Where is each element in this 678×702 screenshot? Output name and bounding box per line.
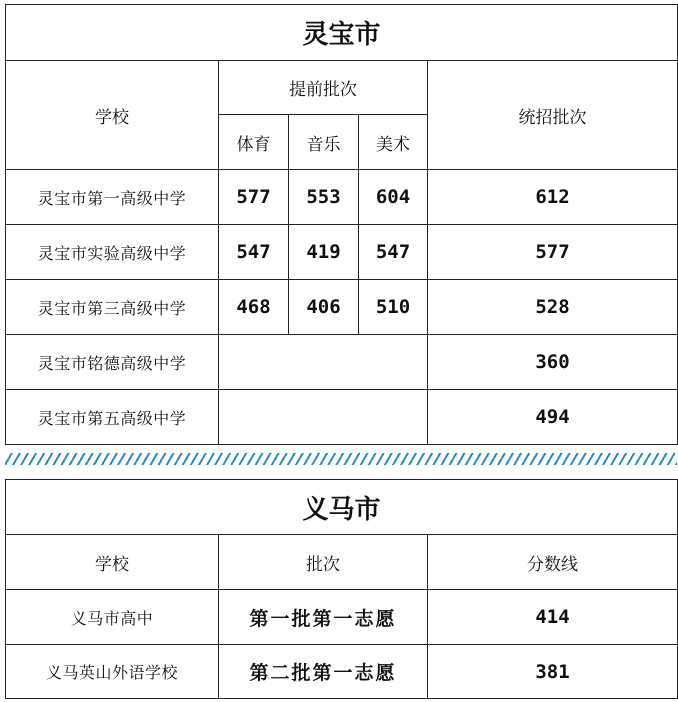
unified-score: 528 <box>428 280 678 335</box>
school-name: 义马英山外语学校 <box>6 645 219 699</box>
art-score: 510 <box>359 280 428 335</box>
table-row <box>6 225 678 280</box>
table-row <box>6 280 678 335</box>
header-school: 学校 <box>6 61 219 170</box>
yima-title: 义马市 <box>6 480 678 535</box>
unified-score: 494 <box>428 390 678 445</box>
table-row <box>6 590 678 645</box>
unified-score: 360 <box>428 335 678 390</box>
school-name: 灵宝市实验高级中学 <box>6 225 219 280</box>
lingbao-table <box>5 4 678 445</box>
music-score: 419 <box>289 225 359 280</box>
art-score: 547 <box>359 225 428 280</box>
lingbao-title: 灵宝市 <box>6 5 678 61</box>
pe-score: 547 <box>219 225 289 280</box>
school-name: 灵宝市第三高级中学 <box>6 280 219 335</box>
header-pe: 体育 <box>219 115 289 170</box>
header-batch: 批次 <box>219 535 428 590</box>
table-row <box>6 390 678 445</box>
score-line: 381 <box>428 645 678 699</box>
header-unified-batch: 统招批次 <box>428 61 678 170</box>
early-batch-empty <box>219 390 428 445</box>
header-school: 学校 <box>6 535 219 590</box>
school-name: 灵宝市第五高级中学 <box>6 390 219 445</box>
batch-value: 第一批第一志愿 <box>219 590 428 645</box>
school-name: 灵宝市第一高级中学 <box>6 170 219 225</box>
batch-value: 第二批第一志愿 <box>219 645 428 699</box>
school-name: 义马市高中 <box>6 590 219 645</box>
unified-score: 577 <box>428 225 678 280</box>
early-batch-empty <box>219 335 428 390</box>
yima-table <box>5 479 678 699</box>
header-early-batch: 提前批次 <box>219 61 428 115</box>
pe-score: 577 <box>219 170 289 225</box>
score-line: 414 <box>428 590 678 645</box>
header-art: 美术 <box>359 115 428 170</box>
table-row <box>6 645 678 699</box>
music-score: 406 <box>289 280 359 335</box>
header-score-line: 分数线 <box>428 535 678 590</box>
table-row <box>6 170 678 225</box>
unified-score: 612 <box>428 170 678 225</box>
school-name: 灵宝市铭德高级中学 <box>6 335 219 390</box>
header-music: 音乐 <box>289 115 359 170</box>
pe-score: 468 <box>219 280 289 335</box>
table-row <box>6 335 678 390</box>
music-score: 553 <box>289 170 359 225</box>
art-score: 604 <box>359 170 428 225</box>
hatched-separator <box>5 453 677 465</box>
